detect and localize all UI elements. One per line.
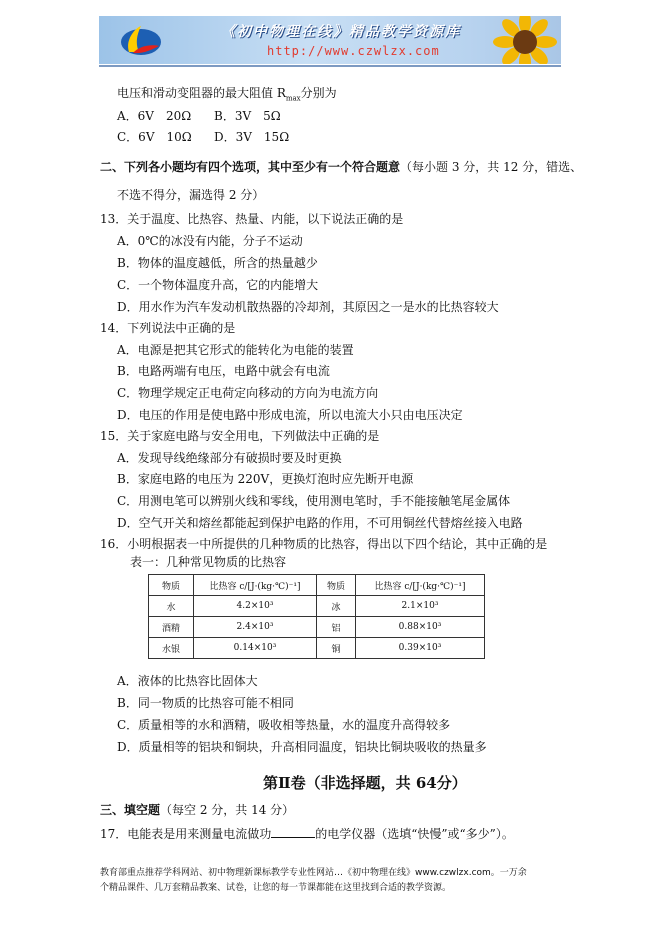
q12-stem-text: 电压和滑动变阻器的最大阻值 R: [117, 86, 286, 100]
table-header-cell: 比热容 c/[J·(kg·℃)⁻¹]: [356, 575, 485, 596]
table-cell: 0.14×10³: [194, 638, 317, 659]
table-row: [149, 596, 485, 617]
table-cell: 0.88×10³: [356, 617, 485, 638]
q12-option-d: D．3V 15Ω: [214, 130, 290, 144]
table-cell: 铝: [317, 617, 356, 638]
banner-url-link[interactable]: http://www.czwlzx.com: [267, 44, 440, 58]
q17: [100, 825, 514, 842]
q16-option-b: B．同一物质的比热容可能不相同: [117, 696, 294, 710]
q16-option-c: C．质量相等的水和酒精，吸收相等热量，水的温度升高得较多: [117, 718, 451, 732]
q13-stem: 13．关于温度、比热容、热量、内能，以下说法正确的是: [100, 212, 404, 226]
q15-stem: 15．关于家庭电路与安全用电，下列做法中正确的是: [100, 429, 380, 443]
q12-stem: [117, 84, 337, 102]
table-row: [149, 638, 485, 659]
q17-text-before: 17．电能表是用来测量电流做功: [100, 827, 272, 841]
q17-answer-blank: [271, 826, 315, 838]
table-cell: 4.2×10³: [194, 596, 317, 617]
table-caption: 表一：几种常见物质的比热容: [130, 555, 287, 569]
page-footer: [100, 866, 570, 896]
q14-option-b: B．电路两端有电压，电路中就会有电流: [117, 364, 330, 378]
q12-option-b: B．3V 5Ω: [214, 109, 281, 123]
table-cell: 0.39×10³: [356, 638, 485, 659]
specific-heat-table: [148, 574, 485, 659]
section3-header: [100, 801, 294, 818]
q12-stem-subscript: max: [285, 94, 301, 103]
table-row: [149, 617, 485, 638]
section2-rules: （每小题 3 分，共 12 分，错选、: [400, 160, 583, 174]
q13-option-b: B．物体的温度越低，所含的热量越少: [117, 256, 318, 270]
table-header-cell: 物质: [149, 575, 194, 596]
section2-rules-cont: 不选不得分，漏选得 2 分）: [117, 188, 265, 202]
q13-option-d: D．用水作为汽车发动机散热器的冷却剂，其原因之一是水的比热容较大: [117, 300, 499, 314]
table-cell: 冰: [317, 596, 356, 617]
q15-option-c: C．用测电笔可以辨别火线和零线，使用测电笔时，手不能接触笔尾金属体: [117, 494, 511, 508]
q15-option-a: A．发现导线绝缘部分有破损时要及时更换: [117, 451, 342, 465]
q14-stem: 14．下列说法中正确的是: [100, 321, 236, 335]
section3-title: 三、填空题: [100, 803, 161, 817]
q16-option-a: A．液体的比热容比固体大: [117, 674, 258, 688]
q12-stem-end: 分别为: [300, 86, 337, 100]
table-header-cell: 物质: [317, 575, 356, 596]
table-cell: 水: [149, 596, 194, 617]
sunflower-icon: [493, 16, 557, 64]
q12-option-a: A．6V 20Ω: [117, 109, 192, 123]
section2-title: 二、下列各小题均有四个选项，其中至少有一个符合题意: [100, 160, 401, 174]
header-rule: [99, 65, 561, 67]
site-logo-icon: [115, 22, 163, 58]
table-cell: 2.1×10³: [356, 596, 485, 617]
table-header-cell: 比热容 c/[J·(kg·℃)⁻¹]: [194, 575, 317, 596]
q12-option-c: C．6V 10Ω: [117, 130, 192, 144]
part2-title: 第Ⅱ卷（非选择题，共 64分）: [263, 774, 467, 792]
q15-option-d: D．空气开关和熔丝都能起到保护电路的作用，不可用铜丝代替熔丝接入电路: [117, 516, 523, 530]
section3-rules: （每空 2 分，共 14 分）: [160, 803, 295, 817]
q14-option-d: D．电压的作用是使电路中形成电流，所以电流大小只由电压决定: [117, 408, 463, 422]
q15-option-b: B．家庭电路的电压为 220V，更换灯泡时应先断开电源: [117, 472, 414, 486]
table-cell: 酒精: [149, 617, 194, 638]
table-cell: 2.4×10³: [194, 617, 317, 638]
table-header-row: [149, 575, 485, 596]
section2-header: [100, 158, 582, 175]
q14-option-a: A．电源是把其它形式的能转化为电能的装置: [117, 343, 354, 357]
table-cell: 水银: [149, 638, 194, 659]
footer-line-2: 个精品课件、几万套精品教案、试卷，让您的每一节课都能在这里找到合适的教学资源。: [100, 883, 452, 893]
q16-option-d: D．质量相等的铝块和铜块，升高相同温度，铝块比铜块吸收的热量多: [117, 740, 487, 754]
table-cell: 铜: [317, 638, 356, 659]
q14-option-c: C．物理学规定正电荷定向移动的方向为电流方向: [117, 386, 379, 400]
footer-line-1: 教育部重点推荐学科网站、初中物理新课标教学专业性网站…《初中物理在线》www.czwlzx.com。一万余: [100, 868, 527, 878]
q13-option-c: C．一个物体温度升高，它的内能增大: [117, 278, 319, 292]
q17-text-after: 的电学仪器（选填“快慢”或“多少”）。: [315, 827, 514, 841]
q13-option-a: A．0℃的冰没有内能，分子不运动: [117, 234, 303, 248]
banner-title: 《初中物理在线》精品教学资源库: [221, 24, 461, 40]
header-banner: [99, 16, 561, 64]
q16-stem: 16．小明根据表一中所提供的几种物质的比热容，得出以下四个结论，其中正确的是: [100, 537, 548, 551]
